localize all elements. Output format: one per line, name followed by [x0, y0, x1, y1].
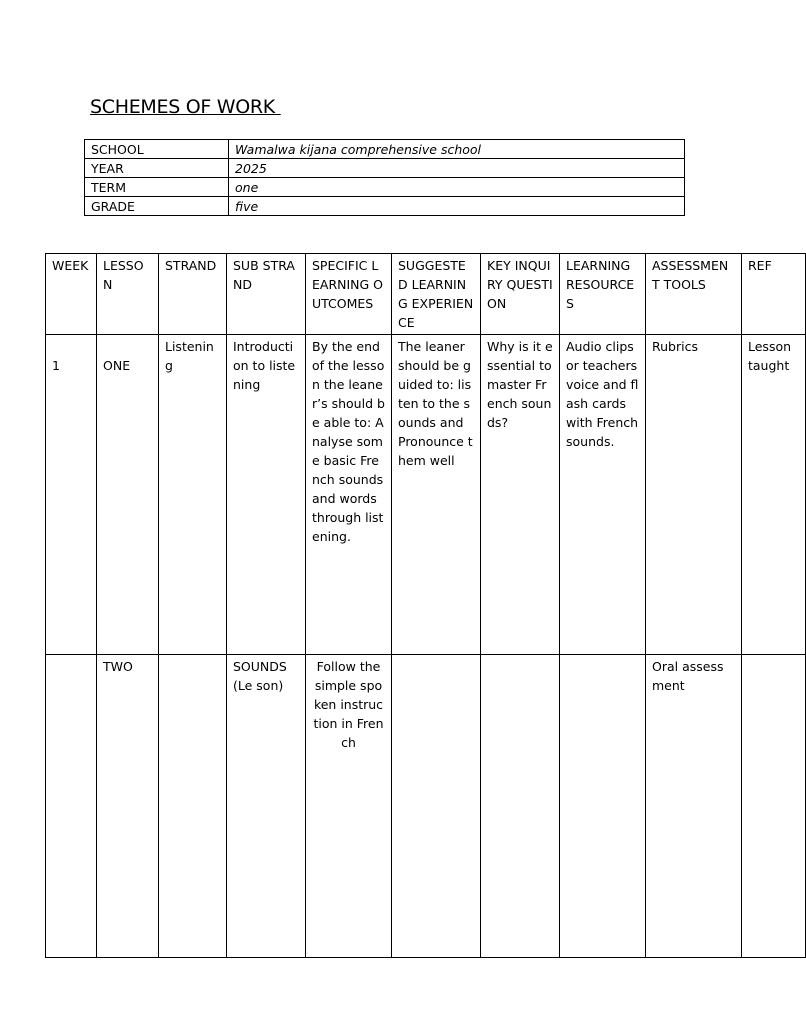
info-value: one: [229, 178, 685, 197]
info-label: TERM: [85, 178, 229, 197]
header-sub-strand: SUB STRAND: [227, 254, 306, 335]
sub-strand-cell: SOUNDS (Le son): [227, 655, 306, 958]
document-title: SCHEMES OF WORK: [90, 96, 281, 118]
info-row-term: [85, 178, 685, 197]
reflection-cell: [742, 655, 806, 958]
info-row-grade: [85, 197, 685, 216]
header-assessment: ASSESSMENT TOOLS: [646, 254, 742, 335]
scheme-of-work-table: [45, 253, 806, 958]
header-reflection: REF: [742, 254, 806, 335]
assessment-cell: Rubrics: [646, 335, 742, 655]
header-experience: SUGGESTED LEARNING EXPERIENCE: [392, 254, 481, 335]
info-label: SCHOOL: [85, 140, 229, 159]
info-value: 2025: [229, 159, 685, 178]
question-cell: Why is it essential to master French sounds?: [481, 335, 560, 655]
info-value: five: [229, 197, 685, 216]
header-outcomes: SPECIFIC LEARNING OUTCOMES: [306, 254, 392, 335]
school-info-table: [84, 139, 685, 216]
header-strand: STRAND: [159, 254, 227, 335]
resources-cell: [560, 655, 646, 958]
info-row-year: [85, 159, 685, 178]
question-cell: [481, 655, 560, 958]
strand-cell: [159, 655, 227, 958]
info-label: YEAR: [85, 159, 229, 178]
table-row: [46, 335, 806, 655]
assessment-cell: Oral assessment: [646, 655, 742, 958]
info-label: GRADE: [85, 197, 229, 216]
header-week: WEEK: [46, 254, 97, 335]
sub-strand-cell: Introduction to listening: [227, 335, 306, 655]
header-lesson: LESSON: [97, 254, 159, 335]
info-value: Wamalwa kijana comprehensive school: [229, 140, 685, 159]
experience-cell: [392, 655, 481, 958]
strand-cell: Listening: [159, 335, 227, 655]
header-resources: LEARNING RESOURCES: [560, 254, 646, 335]
outcomes-cell: Follow the simple spoken instruction in French: [306, 655, 392, 958]
header-question: KEY INQUIRY QUESTION: [481, 254, 560, 335]
scheme-table-viewport: [45, 253, 792, 917]
week-cell: 1: [46, 335, 97, 655]
outcomes-cell: By the end of the lesson the leaner’s should be able to: Analyse some basic French sounds and words through listening.: [306, 335, 392, 655]
resources-cell: Audio clips or teachers voice and flash cards with French sounds.: [560, 335, 646, 655]
table-header-row: [46, 254, 806, 335]
lesson-cell: TWO: [97, 655, 159, 958]
experience-cell: The leaner should be guided to: listen to the sounds and Pronounce them well: [392, 335, 481, 655]
info-row-school: [85, 140, 685, 159]
lesson-cell: ONE: [97, 335, 159, 655]
reflection-cell: Lesson taught: [742, 335, 806, 655]
table-row: [46, 655, 806, 958]
week-cell: [46, 655, 97, 958]
